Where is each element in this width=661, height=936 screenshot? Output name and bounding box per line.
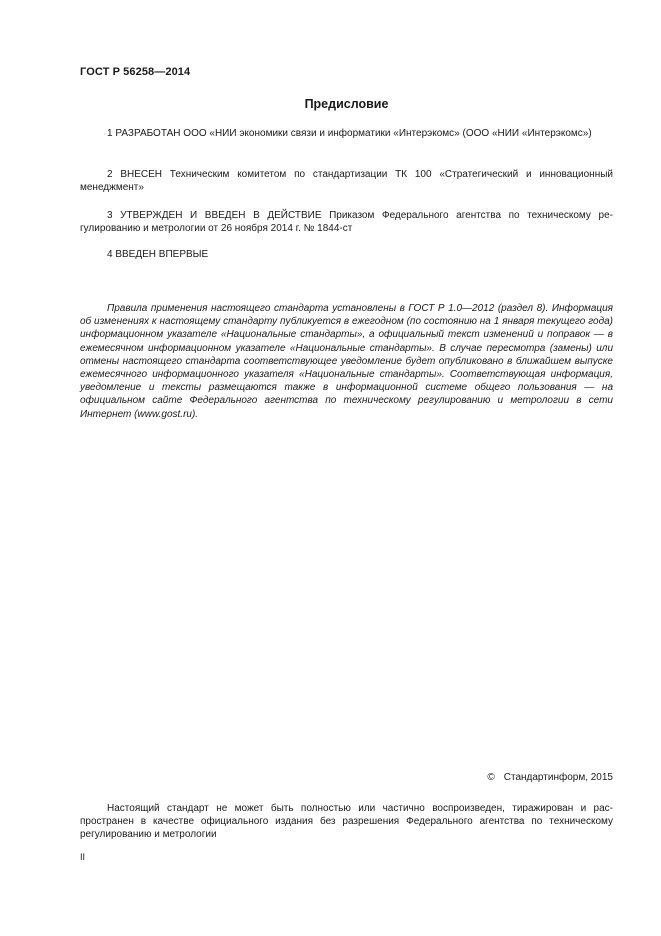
preface-item-2: 2 ВНЕСЕН Техническим комитетом по стандартизации ТК 100 «Стратегический и инновационный менеджмент»	[80, 169, 613, 193]
reproduction-notice: Настоящий стандарт не может быть полностью или частично воспроизведен, тиражирован и распространен в качестве официального издания без разрешения Федерального агентства по техническому регулированию и метрологии	[80, 803, 613, 840]
page-title: Предисловие	[304, 97, 389, 111]
preface-item-4: 4 ВВЕДЕН ВПЕРВЫЕ	[107, 249, 209, 260]
copyright-icon: ©	[487, 772, 495, 783]
preface-item-1: 1 РАЗРАБОТАН ООО «НИИ экономики связи и информатики «Интерэкомс» (ООО «НИИ «Интерэкомс»)	[107, 128, 592, 139]
document-code: ГОСТ Р 56258—2014	[80, 66, 191, 78]
application-rules-note: Правила применения настоящего стандарта установлены в ГОСТ Р 1.0—2012 (раздел 8). Информация об изменениях к настоящему стандарту публикуется в ежегодном (по состоянию на 1 января текущего года) информационном указателе «Национальные стандарты», а официальный текст изменений и поправок — в ежемесячном информационном указателе «Национальные стандарты». В случае пересмотра (замены) или отмены настоящего стандарта соответствующее уведомление будет опубликовано в ближайшем выпуске ежемесячного информационного указателя «Национальные стандарты». Соответствующая информация, уведомление и тексты размещаются также в информационной системе общего пользования — на официальном сайте Федерального агентства по техническому регулированию и метрологии в сети Интернет (www.gost.ru).	[80, 303, 613, 420]
preface-item-3: 3 УТВЕРЖДЕН И ВВЕДЕН В ДЕЙСТВИЕ Приказом Федерального агентства по техническому регулированию и метрологии от 26 ноября 2014 г. № 1844-ст	[80, 210, 613, 234]
copyright	[487, 772, 613, 783]
copyright-text: Стандартинформ, 2015	[503, 772, 613, 783]
page-number: II	[80, 852, 86, 862]
